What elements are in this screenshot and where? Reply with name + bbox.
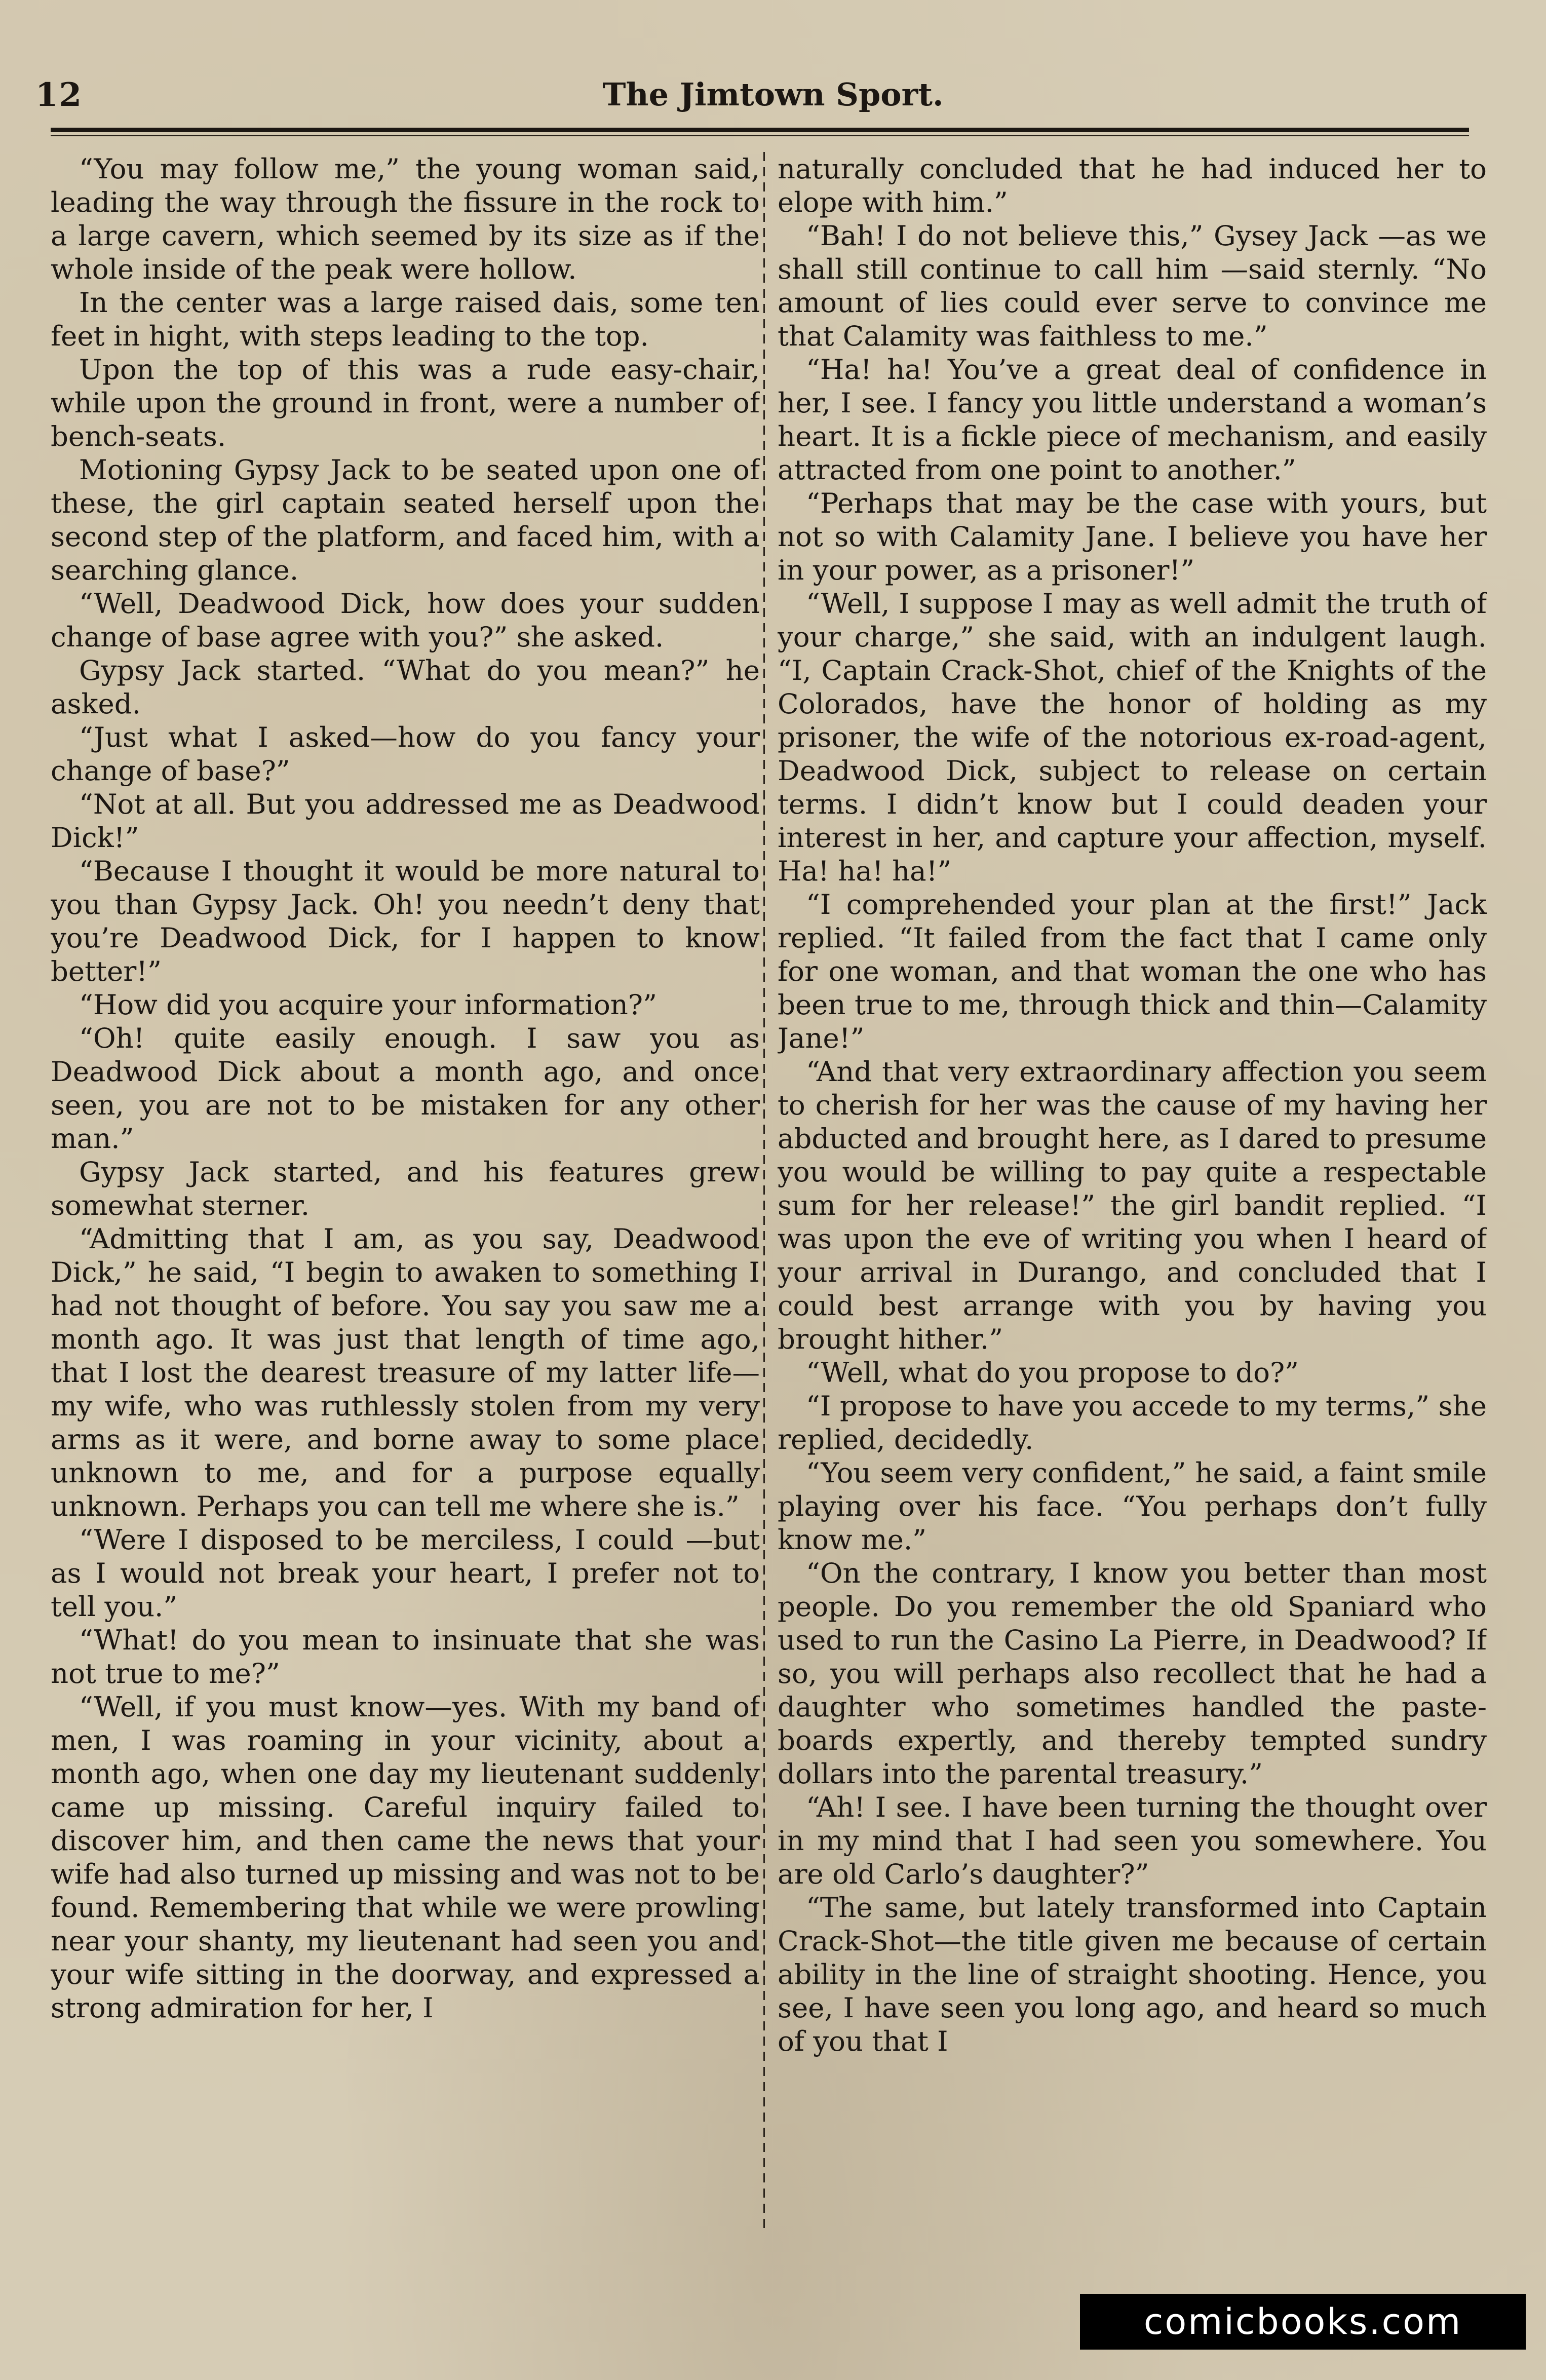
paragraph: “Well, I suppose I may as well admit the truth of your charge,” she said, with an indulgent laugh. “I, Captain Crack-Shot, chief of the Knights of the Colorados, have the honor of holding as my prisoner, the wife of the notorious ex-road-agent, Deadwood Dick, subject to release on certain terms. I didn’t know but I could deaden your interest in her, and capture your affection, myself. Ha! ha! ha!” <box>778 587 1487 887</box>
watermark: comicbooks.com <box>1080 2294 1526 2350</box>
header-rule-thin <box>51 135 1469 136</box>
paragraph: “I propose to have you accede to my terms,” she replied, decidedly. <box>778 1390 1487 1455</box>
paragraph: Gypsy Jack started, and his features grew somewhat sterner. <box>51 1156 760 1221</box>
paragraph: “I comprehended your plan at the first!” Jack replied. “It failed from the fact that I came only for one woman, and that woman the one who has been true to me, through thick and thin—Calamity Jane!” <box>778 888 1487 1054</box>
paragraph: “Ha! ha! You’ve a great deal of confidence in her, I see. I fancy you little understand a woman’s heart. It is a fickle piece of mechanism, and easily attracted from one point to another.” <box>778 353 1487 486</box>
paragraph: “What! do you mean to insinuate that she was not true to me?” <box>51 1624 760 1690</box>
page-number: 12 <box>35 76 83 114</box>
paragraph: “Perhaps that may be the case with yours, but not so with Calamity Jane. I believe you have her in your power, as a prisoner!” <box>778 487 1487 586</box>
paragraph: “The same, but lately transformed into Captain Crack-Shot—the title given me because of certain ability in the line of straight shooting. Hence, you see, I have seen you long ago, and heard so much of you that I <box>778 1891 1487 2057</box>
paragraph: Upon the top of this was a rude easy-chair, while upon the ground in front, were a number of bench-seats. <box>51 353 760 452</box>
column-divider <box>763 152 765 2229</box>
paragraph: “Well, what do you propose to do?” <box>806 1356 1299 1389</box>
paragraph: “Ah! I see. I have been turning the thought over in my mind that I had seen you somewhere. You are old Carlo’s daughter?” <box>778 1791 1487 1890</box>
paragraph: “You may follow me,” the young woman said, leading the way through the fissure in the rock to a large cavern, which seemed by its size as if the whole inside of the peak were hollow. <box>51 152 760 285</box>
paragraph: Motioning Gypsy Jack to be seated upon one of these, the girl captain seated herself upon the second step of the platform, and faced him, with a searching glance. <box>51 453 760 586</box>
paragraph: “On the contrary, I know you better than most people. Do you remember the old Spaniard who used to run the Casino La Pierre, in Deadwood? If so, you will perhaps also recollect that he had a daughter who sometimes handled the paste-boards expertly, and thereby tempted sundry dollars into the parental treasury.” <box>778 1557 1487 1790</box>
paragraph: “And that very extraordinary affection you seem to cherish for her was the cause of my having her abducted and brought here, as I dared to presume you would be willing to pay quite a respectable sum for her release!” the girl bandit replied. “I was upon the eve of writing you when I heard of your arrival in Durango, and concluded that I could best arrange with you by having you brought hither.” <box>778 1055 1487 1355</box>
paragraph: “Just what I asked—how do you fancy your change of base?” <box>51 721 760 787</box>
left-column <box>51 152 760 2229</box>
paragraph: “Not at all. But you addressed me as Deadwood Dick!” <box>51 788 760 854</box>
paragraph: naturally concluded that he had induced her to elope with him.” <box>778 152 1487 218</box>
paragraph: “Oh! quite easily enough. I saw you as Deadwood Dick about a month ago, and once seen, you are not to be mistaken for any other man.” <box>51 1022 760 1155</box>
paragraph: “You seem very confident,” he said, a faint smile playing over his face. “You perhaps don’t fully know me.” <box>778 1456 1487 1556</box>
paragraph: “Were I disposed to be merciless, I could —but as I would not break your heart, I prefer not to tell you.” <box>51 1523 760 1623</box>
paragraph: “Admitting that I am, as you say, Deadwood Dick,” he said, “I begin to awaken to something I had not thought of before. You say you saw me a month ago. It was just that length of time ago, that I lost the dearest treasure of my latter life—my wife, who was ruthlessly stolen from my very arms as it were, and borne away to some place unknown to me, and for a purpose equally unknown. Perhaps you can tell me where she is.” <box>51 1222 760 1522</box>
paragraph: In the center was a large raised dais, some ten feet in hight, with steps leading to the top. <box>51 286 760 352</box>
paragraph: “Well, if you must know—yes. With my band of men, I was roaming in your vicinity, about a month ago, when one day my lieutenant suddenly came up missing. Careful inquiry failed to discover him, and then came the news that your wife had also turned up missing and was not to be found. Remembering that while we were prowling near your shanty, my lieutenant had seen you and your wife sitting in the doorway, and expressed a strong admiration for her, I <box>51 1691 760 2024</box>
header-rule <box>51 128 1469 132</box>
paragraph: “How did you acquire your information?” <box>79 988 657 1021</box>
paragraph: Gypsy Jack started. “What do you mean?” he asked. <box>51 654 760 720</box>
right-column <box>778 152 1487 2229</box>
paragraph: “Bah! I do not believe this,” Gysey Jack —as we shall still continue to call him —said sternly. “No amount of lies could ever serve to convince me that Calamity was faithless to me.” <box>778 219 1487 352</box>
paragraph: “Well, Deadwood Dick, how does your sudden change of base agree with you?” she asked. <box>51 587 760 653</box>
paragraph: “Because I thought it would be more natural to you than Gypsy Jack. Oh! you needn’t deny that you’re Deadwood Dick, for I happen to know better!” <box>51 855 760 987</box>
running-title: The Jimtown Sport. <box>602 76 944 113</box>
